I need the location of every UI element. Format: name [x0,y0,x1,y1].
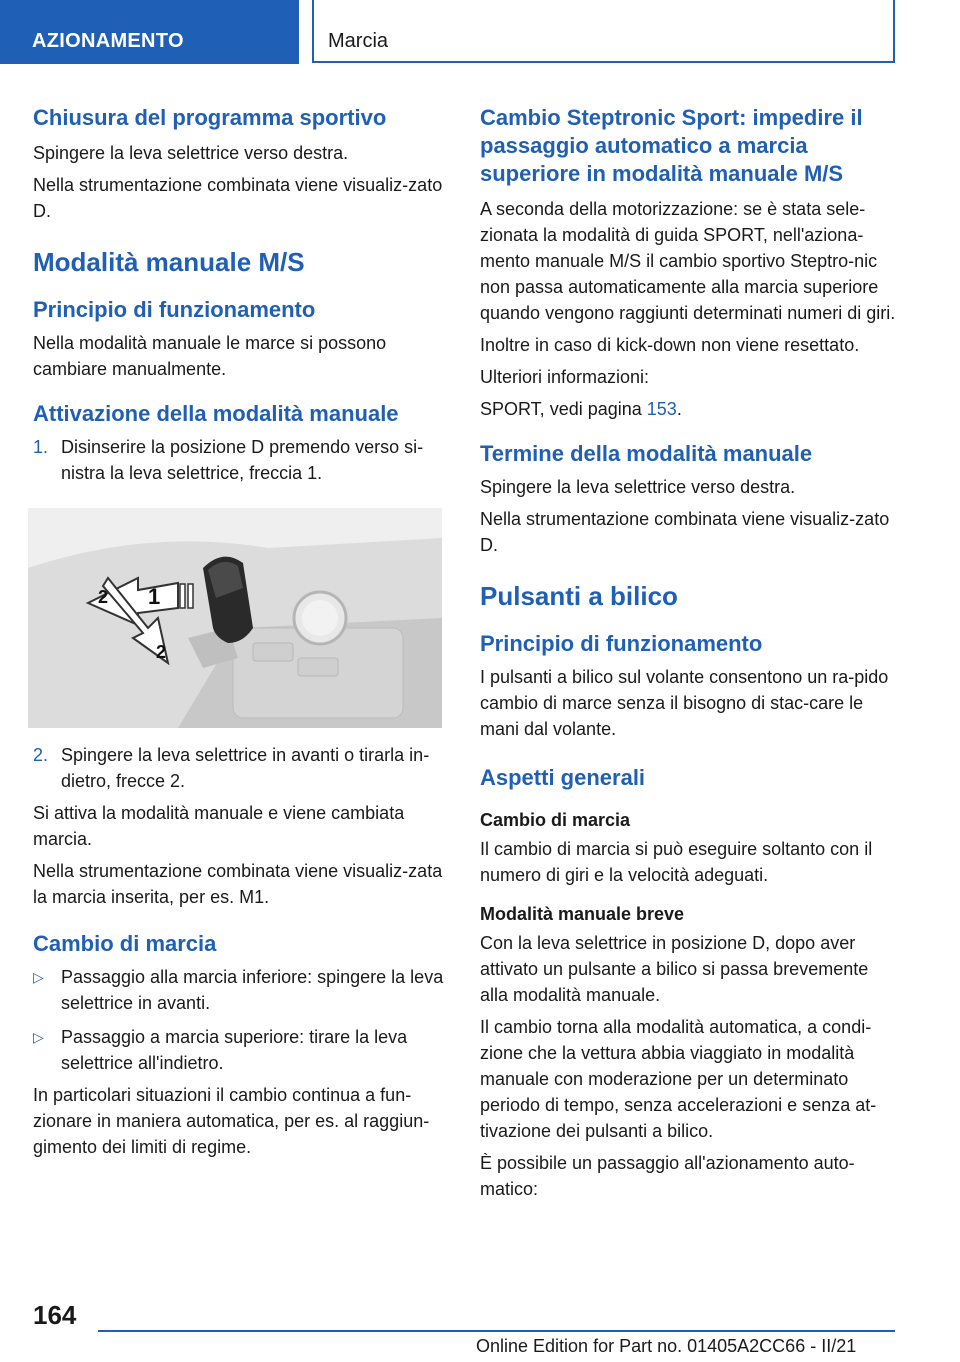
para-auto: In particolari situazioni il cambio continua a fun-zionare in maniera automatica, per es. al raggiun-gimento dei limiti di regime. [33,1085,430,1157]
bullet-marker-icon: ▷ [33,1029,44,1045]
heading-gearchange: Cambio di marcia [480,810,631,830]
page-link-153[interactable]: 153 [646,399,677,419]
left-column [33,100,445,1160]
para-end-1: Spingere la leva selettrice verso destra. [480,477,796,497]
page-number: 164 [33,1300,77,1330]
section-tab [0,0,299,64]
step-1 [33,434,445,486]
para-kickdown: Inoltre in caso di kick-down non viene resettato. [480,335,860,355]
heading-shift: Cambio di marcia [33,931,217,956]
gear-selector-illustration [28,508,442,728]
heading-end-manual: Termine della modalità manuale [480,441,813,466]
callout-1: 1 [148,584,161,609]
para-display: Nella strumentazione combinata viene visualiz-zata la marcia inserita, per es. M1. [33,861,443,907]
bullet-upshift-text: Passaggio a marcia superiore: tirare la leva selettrice all'indietro. [61,1027,408,1073]
bullet-marker-icon: ▷ [33,969,44,985]
para-gearchange: Il cambio di marcia si può eseguire soltanto con il numero di giri e la velocità adeguati. [480,839,873,885]
step-1-number: 1. [33,437,49,457]
para-short-3: È possibile un passaggio all'azionamento auto-matico: [480,1153,855,1199]
step-2-number: 2. [33,745,49,765]
footer-divider [98,1330,895,1332]
heading-paddles: Pulsanti a bilico [480,581,678,611]
section-title: AZIONAMENTO [32,30,184,52]
para-principle: Nella modalità manuale le marce si possono cambiare manualmente. [33,333,387,379]
heading-manual-mode: Modalità manuale M/S [33,247,305,277]
bullet-downshift-text: Passaggio alla marcia inferiore: spingere la leva selettrice in avanti. [61,967,444,1013]
heading-sport-end: Chiusura del programma sportivo [33,105,387,130]
callout-2-lower: 2 [156,642,167,662]
para-end-2: Nella strumentazione combinata viene visualiz-zato D. [480,509,890,555]
sport-ref-suffix: . [676,399,682,419]
heading-general: Aspetti generali [480,765,646,790]
footer-edition: Online Edition for Part no. 01405A2CC66 - II/21 [476,1336,857,1356]
para-sport-end-2: Nella strumentazione combinata viene visualiz-zato D. [33,175,443,221]
heading-steptronic: Cambio Steptronic Sport: impedire il passaggio automatico a marcia superiore in modalità manuale M/S [480,105,863,186]
para-active: Si attiva la modalità manuale e viene cambiata marcia. [33,803,405,849]
chapter-box [312,0,895,63]
step-1-text: Disinserire la posizione D premendo verso si-nistra la leva selettrice, freccia 1. [61,437,424,483]
bullet-downshift [33,964,445,1016]
callout-2-upper: 2 [98,587,109,607]
sport-ref-prefix: SPORT, vedi pagina [480,399,647,419]
heading-activation: Attivazione della modalità manuale [33,401,399,426]
bullet-upshift [33,1024,445,1076]
para-short-2: Il cambio torna alla modalità automatica, a condi-zione che la vettura abbia viaggiato in modalità manuale con moderazione per un determinato periodo di tempo, senza accelerazioni e senza at-tivazione dei pulsanti a bilico. [480,1017,877,1141]
right-column [480,100,898,1202]
para-sport-ref [480,396,898,422]
para-more-info: Ulteriori informazioni: [480,367,650,387]
para-short-1: Con la leva selettrice in posizione D, dopo aver attivato un pulsante a bilico si passa brevemente alla modalità manuale. [480,933,869,1005]
para-paddles: I pulsanti a bilico sul volante consentono un ra-pido cambio di marce senza il bisogno di stac-care le mani dal volante. [480,667,889,739]
heading-principle: Principio di funzionamento [33,297,316,322]
heading-principle-2: Principio di funzionamento [480,631,763,656]
gear-selector-photo [28,508,442,728]
chapter-title: Marcia [328,30,389,52]
step-2 [33,742,445,794]
para-sport-end-1: Spingere la leva selettrice verso destra. [33,143,349,163]
para-steptronic: A seconda della motorizzazione: se è stata sele-zionata la modalità di guida SPORT, nell'aziona-mento manuale M/S il cambio sportivo Steptro-nic non passa automaticamente alla marcia superiore quando vengono raggiunti determinati numeri di giri. [480,199,896,323]
heading-short-manual: Modalità manuale breve [480,904,685,924]
step-2-text: Spingere la leva selettrice in avanti o tirarla in-dietro, frecce 2. [61,745,430,791]
